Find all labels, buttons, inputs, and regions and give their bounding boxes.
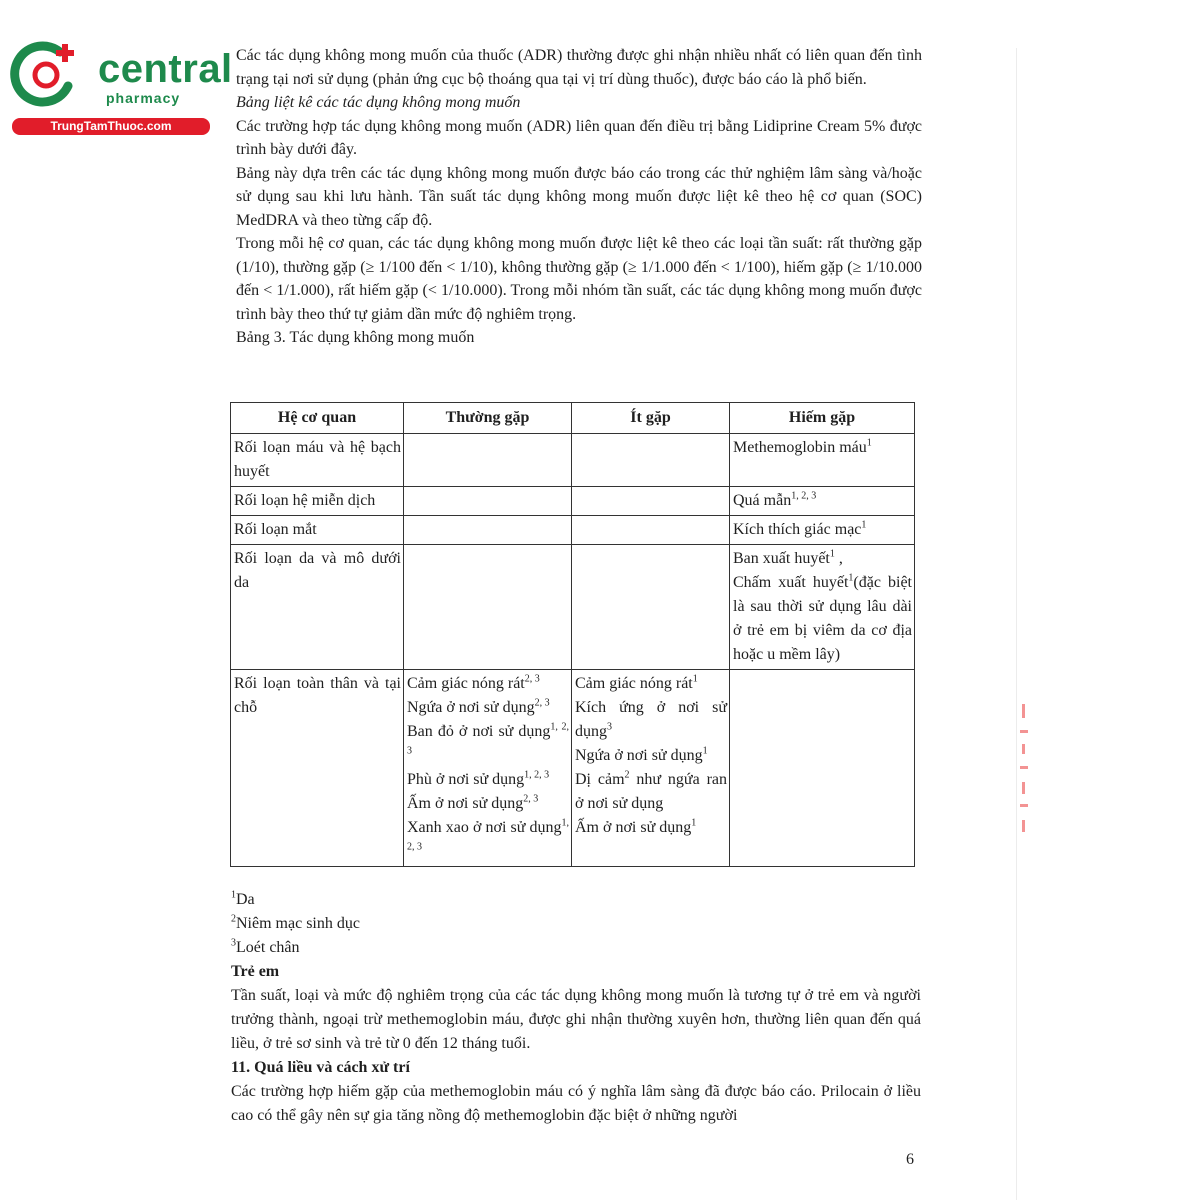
common-effect-line — [407, 816, 569, 864]
common-effect-line — [407, 768, 569, 792]
rare-effect: Ban xuất huyết — [733, 550, 830, 567]
common-effect-line — [407, 792, 569, 816]
logo-name: central — [98, 47, 233, 91]
effect-text: Dị cảm — [575, 771, 625, 788]
uncommon-effect-line — [575, 816, 727, 840]
common-cell — [404, 434, 572, 487]
effect-text: Ấm ở nơi sử dụng — [407, 795, 524, 812]
paragraph-table-basis: Bảng này dựa trên các tác dụng không mong muốn được báo cáo trong các thử nghiệm lâm sàng và/hoặc sử dụng sau khi lưu hành. Tần suất tác dụng không mong muốn được liệt kê theo hệ cơ quan (SOC) MedDRA và theo từng cấp độ. — [236, 164, 922, 229]
children-paragraph: Tần suất, loại và mức độ nghiêm trọng của các tác dụng không mong muốn là tương tự ở trẻ em và người trưởng thành, ngoại trừ methemoglobin máu, được ghi nhận thường xuyên hơn, thường liên quan đến quá liều, ở trẻ sơ sinh và trẻ từ 0 đến 12 tháng tuổi. — [231, 987, 921, 1052]
rare-effect: Kích thích giác mạc — [733, 521, 862, 538]
organ-cell: Rối loạn mắt — [231, 516, 404, 545]
common-effect-line — [407, 672, 569, 696]
uncommon-effect-line — [575, 696, 727, 744]
page-edge-divider — [1016, 48, 1017, 1200]
footnote — [231, 888, 921, 912]
footnote-ref: 1 — [866, 437, 872, 449]
table-row — [231, 434, 915, 487]
effect-text: Cảm giác nóng rát — [575, 675, 693, 692]
organ-cell: Rối loạn da và mô dưới da — [231, 545, 404, 670]
common-effect-line — [407, 720, 569, 768]
uncommon-cell — [572, 516, 730, 545]
footnote-number: 2 — [231, 913, 236, 925]
common-cell — [404, 516, 572, 545]
rare-effect: Methemoglobin máu — [733, 439, 867, 456]
adverse-effects-table — [230, 402, 915, 867]
footnote-ref: 1, 2, 3 — [407, 817, 569, 853]
margin-stamp-icon — [1006, 700, 1034, 860]
effect-text: Ngứa ở nơi sử dụng — [407, 699, 535, 716]
children-heading: Trẻ em — [231, 963, 280, 980]
punctuation: , — [834, 550, 843, 567]
footnote-number: 3 — [231, 937, 236, 949]
table-row — [231, 487, 915, 516]
rare-cell — [730, 545, 915, 670]
uncommon-effect-line — [575, 672, 727, 696]
effect-text: Ấm ở nơi sử dụng — [575, 819, 692, 836]
adverse-effects-table-wrapper — [230, 402, 916, 867]
footnote-text: Niêm mạc sinh dục — [236, 915, 360, 932]
effect-text: Xanh xao ở nơi sử dụng — [407, 819, 562, 836]
paragraph-adr-cases: Các trường hợp tác dụng không mong muốn (ADR) liên quan đến điều trị bằng Lidiprine Cream 5% được trình bày dưới đây. — [236, 117, 922, 158]
effect-text: Ban đỏ ở nơi sử dụng — [407, 723, 551, 740]
effect-text: Cảm giác nóng rát — [407, 675, 525, 692]
effect-text: Kích ứng ở nơi sử dụng — [575, 699, 727, 740]
rare-cell — [730, 487, 915, 516]
uncommon-effect-line — [575, 768, 727, 816]
uncommon-cell — [572, 434, 730, 487]
paragraph-adr-intro: Các tác dụng không mong muốn của thuốc (ADR) thường được ghi nhận nhiều nhất có liên quan đến tình trạng tại nơi sử dụng (phản ứng cục bộ thoáng qua tại vị trí dùng thuốc), được báo cáo là phổ biến. — [236, 47, 922, 88]
logo-subtitle: pharmacy — [106, 90, 181, 106]
uncommon-cell — [572, 545, 730, 670]
footnote-text: Loét chân — [236, 939, 300, 956]
organ-cell: Rối loạn toàn thân và tại chỗ — [231, 670, 404, 867]
paragraph-frequency: Trong mỗi hệ cơ quan, các tác dụng không mong muốn được liệt kê theo các loại tần suất: rất thường gặp (1/10), thường gặp (≥ 1/100 đến < 1/10), không thường gặp (≥ 1/1.000 đến < 1/100), hiếm gặp (≥ 1/10.000 đến < 1/1.000), rất hiếm gặp (< 1/10.000). Trong mỗi nhóm tần suất, các tác dụng không mong muốn được trình bày theo thứ tự giảm dần mức độ nghiêm trọng. — [236, 235, 922, 323]
footnote-ref: 1 — [691, 817, 697, 829]
section-subheading: Bảng liệt kê các tác dụng không mong muốn — [236, 94, 521, 111]
rare-cell — [730, 516, 915, 545]
central-pharmacy-logo-icon — [10, 38, 82, 110]
rare-effect: Chấm xuất huyết — [733, 574, 849, 591]
footnote-ref: 1 — [861, 519, 867, 531]
overdose-paragraph: Các trường hợp hiếm gặp của methemoglobin máu có ý nghĩa lâm sàng đã được báo cáo. Prilocain ở liều cao có thể gây nên sự gia tăng nồng độ methemoglobin đặc biệt ở những người — [231, 1083, 921, 1124]
overdose-heading: 11. Quá liều và cách xử trí — [231, 1059, 410, 1076]
rare-effect: Quá mẫn — [733, 492, 792, 509]
common-cell — [404, 670, 572, 867]
table-row — [231, 516, 915, 545]
footnote-ref: 2, 3 — [534, 697, 550, 709]
footnote-ref: 1 — [702, 745, 708, 757]
effect-note: như ngứa ran ở nơi sử dụng — [575, 771, 727, 812]
common-effect-line — [407, 696, 569, 720]
uncommon-effect-line — [575, 744, 727, 768]
header-rare: Hiếm gặp — [730, 403, 915, 434]
footnote-ref: 2 — [624, 769, 630, 781]
effect-text: Ngứa ở nơi sử dụng — [575, 747, 703, 764]
footnote — [231, 912, 921, 936]
footnote — [231, 936, 921, 960]
uncommon-cell — [572, 670, 730, 867]
rare-cell — [730, 434, 915, 487]
uncommon-cell — [572, 487, 730, 516]
rare-cell — [730, 670, 915, 867]
footnote-number: 1 — [231, 889, 236, 901]
document-body-top — [236, 44, 922, 349]
footnote-ref: 1 — [829, 548, 835, 560]
rare-effect-line — [733, 547, 912, 571]
effect-text: Phù ở nơi sử dụng — [407, 771, 525, 788]
footnote-ref: 1 — [692, 673, 698, 685]
footnote-ref: 1, 2, 3 — [524, 769, 550, 781]
brand-logo[interactable] — [10, 38, 233, 138]
common-cell — [404, 487, 572, 516]
footnote-text: Da — [236, 891, 255, 908]
footnote-ref: 2, 3 — [523, 793, 539, 805]
header-organ-system: Hệ cơ quan — [231, 403, 404, 434]
table-row — [231, 545, 915, 670]
document-body-bottom — [231, 888, 921, 1128]
header-common: Thường gặp — [404, 403, 572, 434]
table-header-row — [231, 403, 915, 434]
organ-cell: Rối loạn máu và hệ bạch huyết — [231, 434, 404, 487]
page-number: 6 — [906, 1151, 914, 1168]
rare-effect-note: (đặc biệt là sau thời sử dụng lâu dài ở trẻ em bị viêm da cơ địa hoặc u mềm lây) — [733, 574, 912, 663]
table-row — [231, 670, 915, 867]
footnote-ref: 1, 2, 3 — [791, 490, 817, 502]
footnote-ref: 3 — [607, 721, 612, 733]
red-stamp-marks-icon — [1014, 700, 1034, 850]
organ-cell: Rối loạn hệ miễn dịch — [231, 487, 404, 516]
footnote-ref: 1, 2, 3 — [407, 721, 569, 757]
common-cell — [404, 545, 572, 670]
logo-website: TrungTamThuoc.com — [12, 118, 210, 135]
table-caption: Bảng 3. Tác dụng không mong muốn — [236, 329, 475, 346]
footnote-ref: 1 — [848, 572, 854, 584]
header-uncommon: Ít gặp — [572, 403, 730, 434]
footnote-ref: 2, 3 — [524, 673, 540, 685]
